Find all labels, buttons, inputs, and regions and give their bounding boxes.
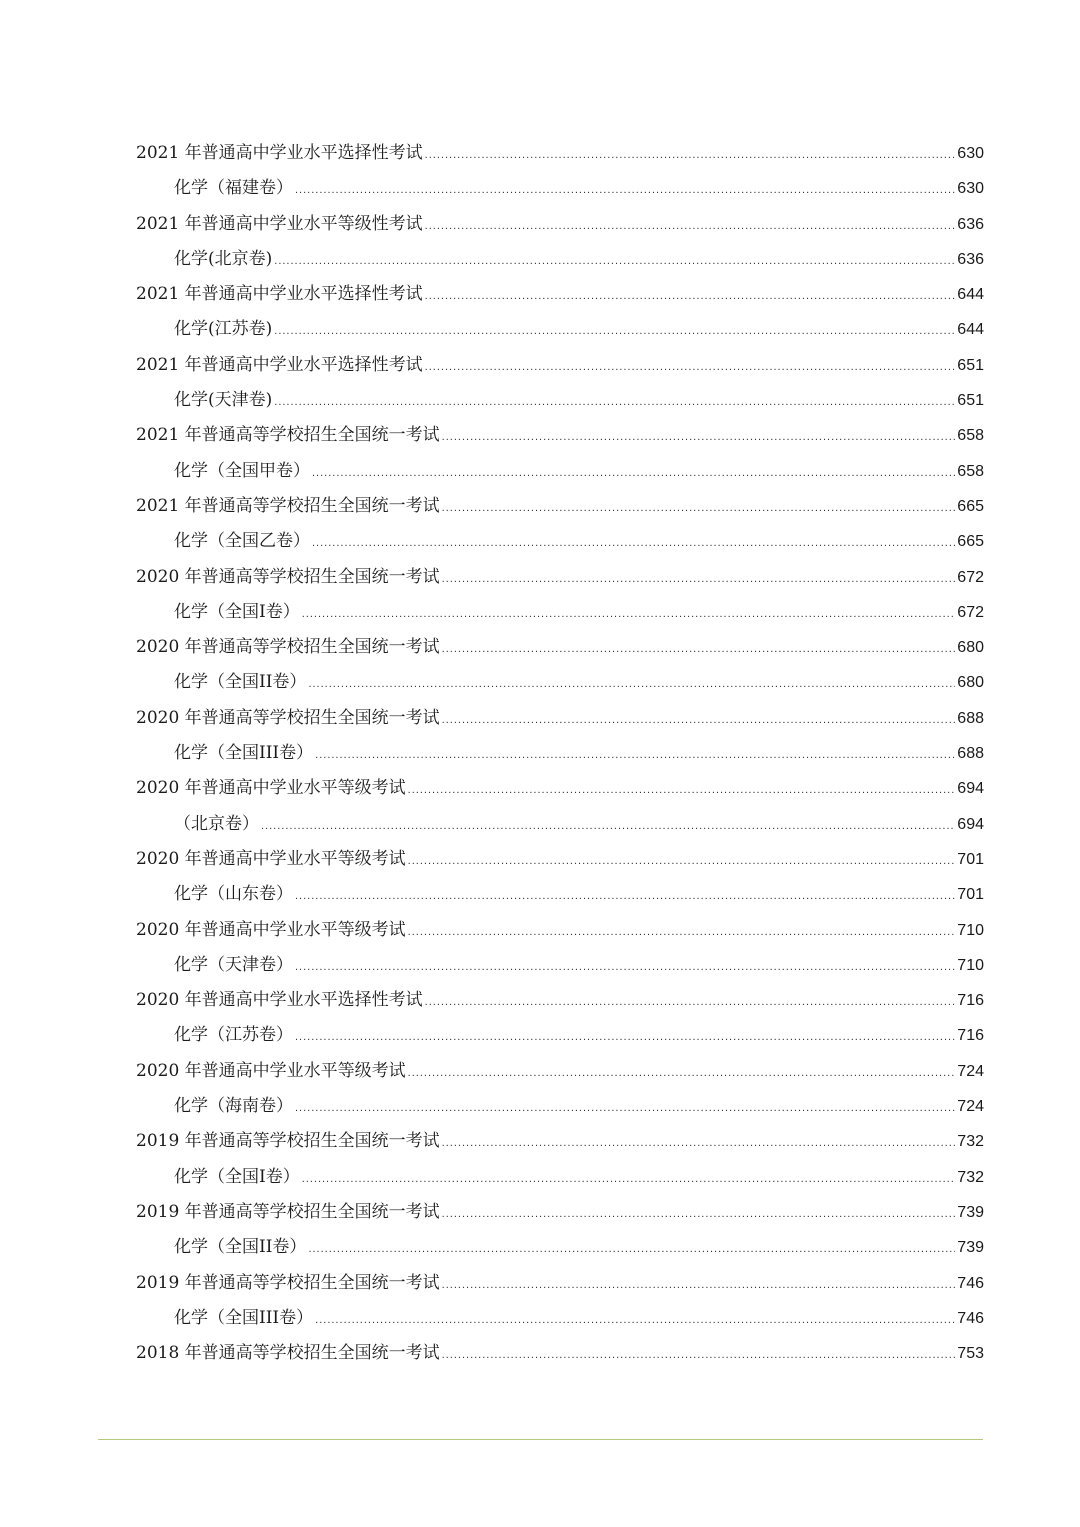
toc-leader-dots	[308, 1232, 955, 1267]
toc-entry-title: 2020 年普通高等学校招生全国统一考试	[136, 637, 440, 658]
toc-entry-title: 2020 年普通高中学业水平等级考试	[136, 778, 406, 799]
toc-entry-page-number: 724	[957, 1098, 984, 1116]
toc-entry-page-number: 694	[957, 780, 984, 798]
toc-leader-dots	[425, 350, 956, 385]
toc-entry-33[interactable]	[136, 1266, 984, 1301]
toc-leader-dots	[408, 844, 956, 879]
toc-entry-title: 2020 年普通高等学校招生全国统一考试	[136, 707, 440, 728]
toc-entry-23[interactable]	[136, 913, 984, 948]
toc-entry-page-number: 680	[957, 674, 984, 692]
toc-entry-12[interactable]	[136, 524, 984, 559]
toc-entry-page-number: 694	[957, 815, 984, 833]
toc-entry-20[interactable]	[136, 807, 984, 842]
toc-entry-1[interactable]	[136, 136, 984, 171]
toc-entry-9[interactable]	[136, 418, 984, 453]
toc-leader-dots	[425, 279, 956, 314]
toc-entry-page-number: 732	[957, 1168, 984, 1186]
toc-leader-dots	[408, 773, 956, 808]
toc-entry-21[interactable]	[136, 842, 984, 877]
toc-entry-title: 2021 年普通高等学校招生全国统一考试	[136, 425, 440, 446]
toc-leader-dots	[442, 420, 956, 455]
toc-entry-2[interactable]	[136, 171, 984, 206]
toc-entry-35[interactable]	[136, 1336, 984, 1371]
toc-entry-title: 化学（全国I卷）	[174, 601, 300, 622]
toc-entry-8[interactable]	[136, 383, 984, 418]
toc-entry-page-number: 672	[957, 568, 984, 586]
toc-entry-page-number: 658	[957, 462, 984, 480]
toc-entry-title: 2021 年普通高中学业水平选择性考试	[136, 284, 423, 305]
toc-entry-title: 化学（全国II卷）	[174, 672, 307, 693]
toc-entry-page-number: 658	[957, 427, 984, 445]
toc-entry-page-number: 680	[957, 639, 984, 657]
toc-entry-title: 2019 年普通高等学校招生全国统一考试	[136, 1201, 440, 1222]
toc-entry-page-number: 630	[957, 145, 984, 162]
toc-entry-title: 2019 年普通高等学校招生全国统一考试	[136, 1272, 440, 1293]
toc-entry-page-number: 739	[957, 1203, 984, 1221]
toc-entry-page-number: 665	[957, 533, 984, 551]
toc-entry-15[interactable]	[136, 630, 984, 665]
toc-leader-dots	[442, 562, 956, 597]
toc-entry-title: 2020 年普通高中学业水平选择性考试	[136, 990, 423, 1011]
toc-entry-title: 2019 年普通高等学校招生全国统一考试	[136, 1131, 440, 1152]
toc-entry-10[interactable]	[136, 454, 984, 489]
toc-entry-title: 2020 年普通高中学业水平等级考试	[136, 1060, 406, 1081]
toc-entry-title: 2021 年普通高中学业水平选择性考试	[136, 354, 423, 375]
footer-divider	[98, 1439, 983, 1440]
toc-entry-page-number: 739	[957, 1239, 984, 1257]
toc-leader-dots	[295, 950, 955, 985]
toc-entry-page-number: 630	[957, 180, 984, 198]
toc-leader-dots	[442, 1338, 956, 1373]
toc-entry-22[interactable]	[136, 877, 984, 912]
toc-entry-page-number: 644	[957, 286, 984, 304]
toc-entry-title: 化学（全国III卷）	[174, 1307, 314, 1328]
toc-leader-dots	[274, 244, 955, 279]
toc-entry-page-number: 651	[957, 356, 984, 374]
toc-leader-dots	[308, 667, 955, 702]
toc-entry-title: 化学（山东卷）	[174, 884, 293, 905]
toc-entry-title: 2021 年普通高中学业水平等级性考试	[136, 213, 423, 234]
toc-leader-dots	[315, 738, 955, 773]
toc-leader-dots	[274, 314, 955, 349]
toc-leader-dots	[442, 632, 956, 667]
toc-entry-title: 化学（福建卷）	[174, 178, 293, 199]
toc-entry-title: 化学（全国III卷）	[174, 743, 314, 764]
toc-entry-title: 化学（江苏卷）	[174, 1025, 293, 1046]
toc-leader-dots	[312, 526, 955, 561]
toc-leader-dots	[274, 385, 955, 420]
toc-entry-title: 化学（海南卷）	[174, 1096, 293, 1117]
toc-entry-5[interactable]	[136, 277, 984, 312]
toc-entry-29[interactable]	[136, 1124, 984, 1159]
toc-entry-page-number: 746	[957, 1309, 984, 1327]
toc-entry-page-number: 644	[957, 321, 984, 339]
table-of-contents	[136, 136, 984, 1371]
toc-entry-title: 化学（全国甲卷）	[174, 460, 310, 481]
toc-entry-page-number: 710	[957, 921, 984, 939]
toc-entry-page-number: 746	[957, 1274, 984, 1292]
toc-entry-page-number: 732	[957, 1133, 984, 1151]
toc-entry-4[interactable]	[136, 242, 984, 277]
toc-leader-dots	[295, 1020, 955, 1055]
toc-leader-dots	[442, 1126, 956, 1161]
toc-entry-page-number: 688	[957, 709, 984, 727]
toc-leader-dots	[425, 985, 956, 1020]
toc-entry-17[interactable]	[136, 701, 984, 736]
toc-entry-30[interactable]	[136, 1160, 984, 1195]
toc-entry-19[interactable]	[136, 771, 984, 806]
toc-entry-title: 化学（全国II卷）	[174, 1237, 307, 1258]
toc-entry-page-number: 753	[957, 1345, 984, 1363]
toc-entry-25[interactable]	[136, 983, 984, 1018]
toc-entry-page-number: 701	[957, 886, 984, 904]
toc-leader-dots	[295, 1091, 955, 1126]
toc-entry-page-number: 724	[957, 1062, 984, 1080]
toc-entry-title: （北京卷）	[174, 813, 259, 834]
toc-entry-title: 2020 年普通高等学校招生全国统一考试	[136, 566, 440, 587]
toc-leader-dots	[295, 879, 955, 914]
toc-leader-dots	[425, 209, 956, 244]
toc-leader-dots	[302, 597, 956, 632]
toc-leader-dots	[442, 491, 956, 526]
toc-entry-34[interactable]	[136, 1301, 984, 1336]
toc-entry-title: 2021 年普通高等学校招生全国统一考试	[136, 495, 440, 516]
toc-entry-title: 化学（全国乙卷）	[174, 531, 310, 552]
toc-entry-title: 化学(江苏卷)	[174, 319, 273, 340]
toc-entry-16[interactable]	[136, 665, 984, 700]
toc-entry-title: 化学(天津卷)	[174, 390, 273, 411]
toc-entry-26[interactable]	[136, 1018, 984, 1053]
toc-entry-page-number: 710	[957, 956, 984, 974]
toc-entry-24[interactable]	[136, 948, 984, 983]
toc-entry-title: 化学（天津卷）	[174, 954, 293, 975]
toc-entry-13[interactable]	[136, 560, 984, 595]
toc-entry-page-number: 636	[957, 215, 984, 233]
toc-entry-page-number: 651	[957, 392, 984, 410]
toc-entry-page-number: 716	[957, 992, 984, 1010]
toc-entry-page-number: 636	[957, 250, 984, 268]
toc-entry-page-number: 716	[957, 1027, 984, 1045]
toc-leader-dots	[302, 1162, 956, 1197]
toc-entry-title: 2018 年普通高等学校招生全国统一考试	[136, 1343, 440, 1364]
toc-entry-3[interactable]	[136, 207, 984, 242]
toc-leader-dots	[261, 809, 955, 844]
toc-entry-title: 化学（全国I卷）	[174, 1166, 300, 1187]
toc-entry-14[interactable]	[136, 595, 984, 630]
toc-entry-page-number: 688	[957, 745, 984, 763]
toc-entry-31[interactable]	[136, 1195, 984, 1230]
toc-entry-page-number: 665	[957, 497, 984, 515]
toc-leader-dots	[408, 915, 956, 950]
toc-entry-title: 2021 年普通高中学业水平选择性考试	[136, 143, 423, 163]
toc-entry-11[interactable]	[136, 489, 984, 524]
toc-entry-18[interactable]	[136, 736, 984, 771]
toc-entry-title: 化学(北京卷)	[174, 248, 273, 269]
toc-entry-28[interactable]	[136, 1089, 984, 1124]
toc-entry-page-number: 672	[957, 603, 984, 621]
toc-leader-dots	[315, 1303, 955, 1338]
toc-leader-dots	[442, 1268, 956, 1303]
toc-entry-7[interactable]	[136, 348, 984, 383]
toc-entry-6[interactable]	[136, 312, 984, 347]
toc-entry-title: 2020 年普通高中学业水平等级考试	[136, 848, 406, 869]
toc-leader-dots	[442, 1197, 956, 1232]
toc-entry-page-number: 701	[957, 850, 984, 868]
toc-leader-dots	[425, 138, 956, 173]
toc-leader-dots	[408, 1056, 956, 1091]
toc-leader-dots	[442, 703, 956, 738]
toc-leader-dots	[295, 173, 955, 208]
toc-entry-title: 2020 年普通高中学业水平等级考试	[136, 919, 406, 940]
toc-entry-27[interactable]	[136, 1054, 984, 1089]
toc-leader-dots	[312, 456, 955, 491]
toc-entry-32[interactable]	[136, 1230, 984, 1265]
